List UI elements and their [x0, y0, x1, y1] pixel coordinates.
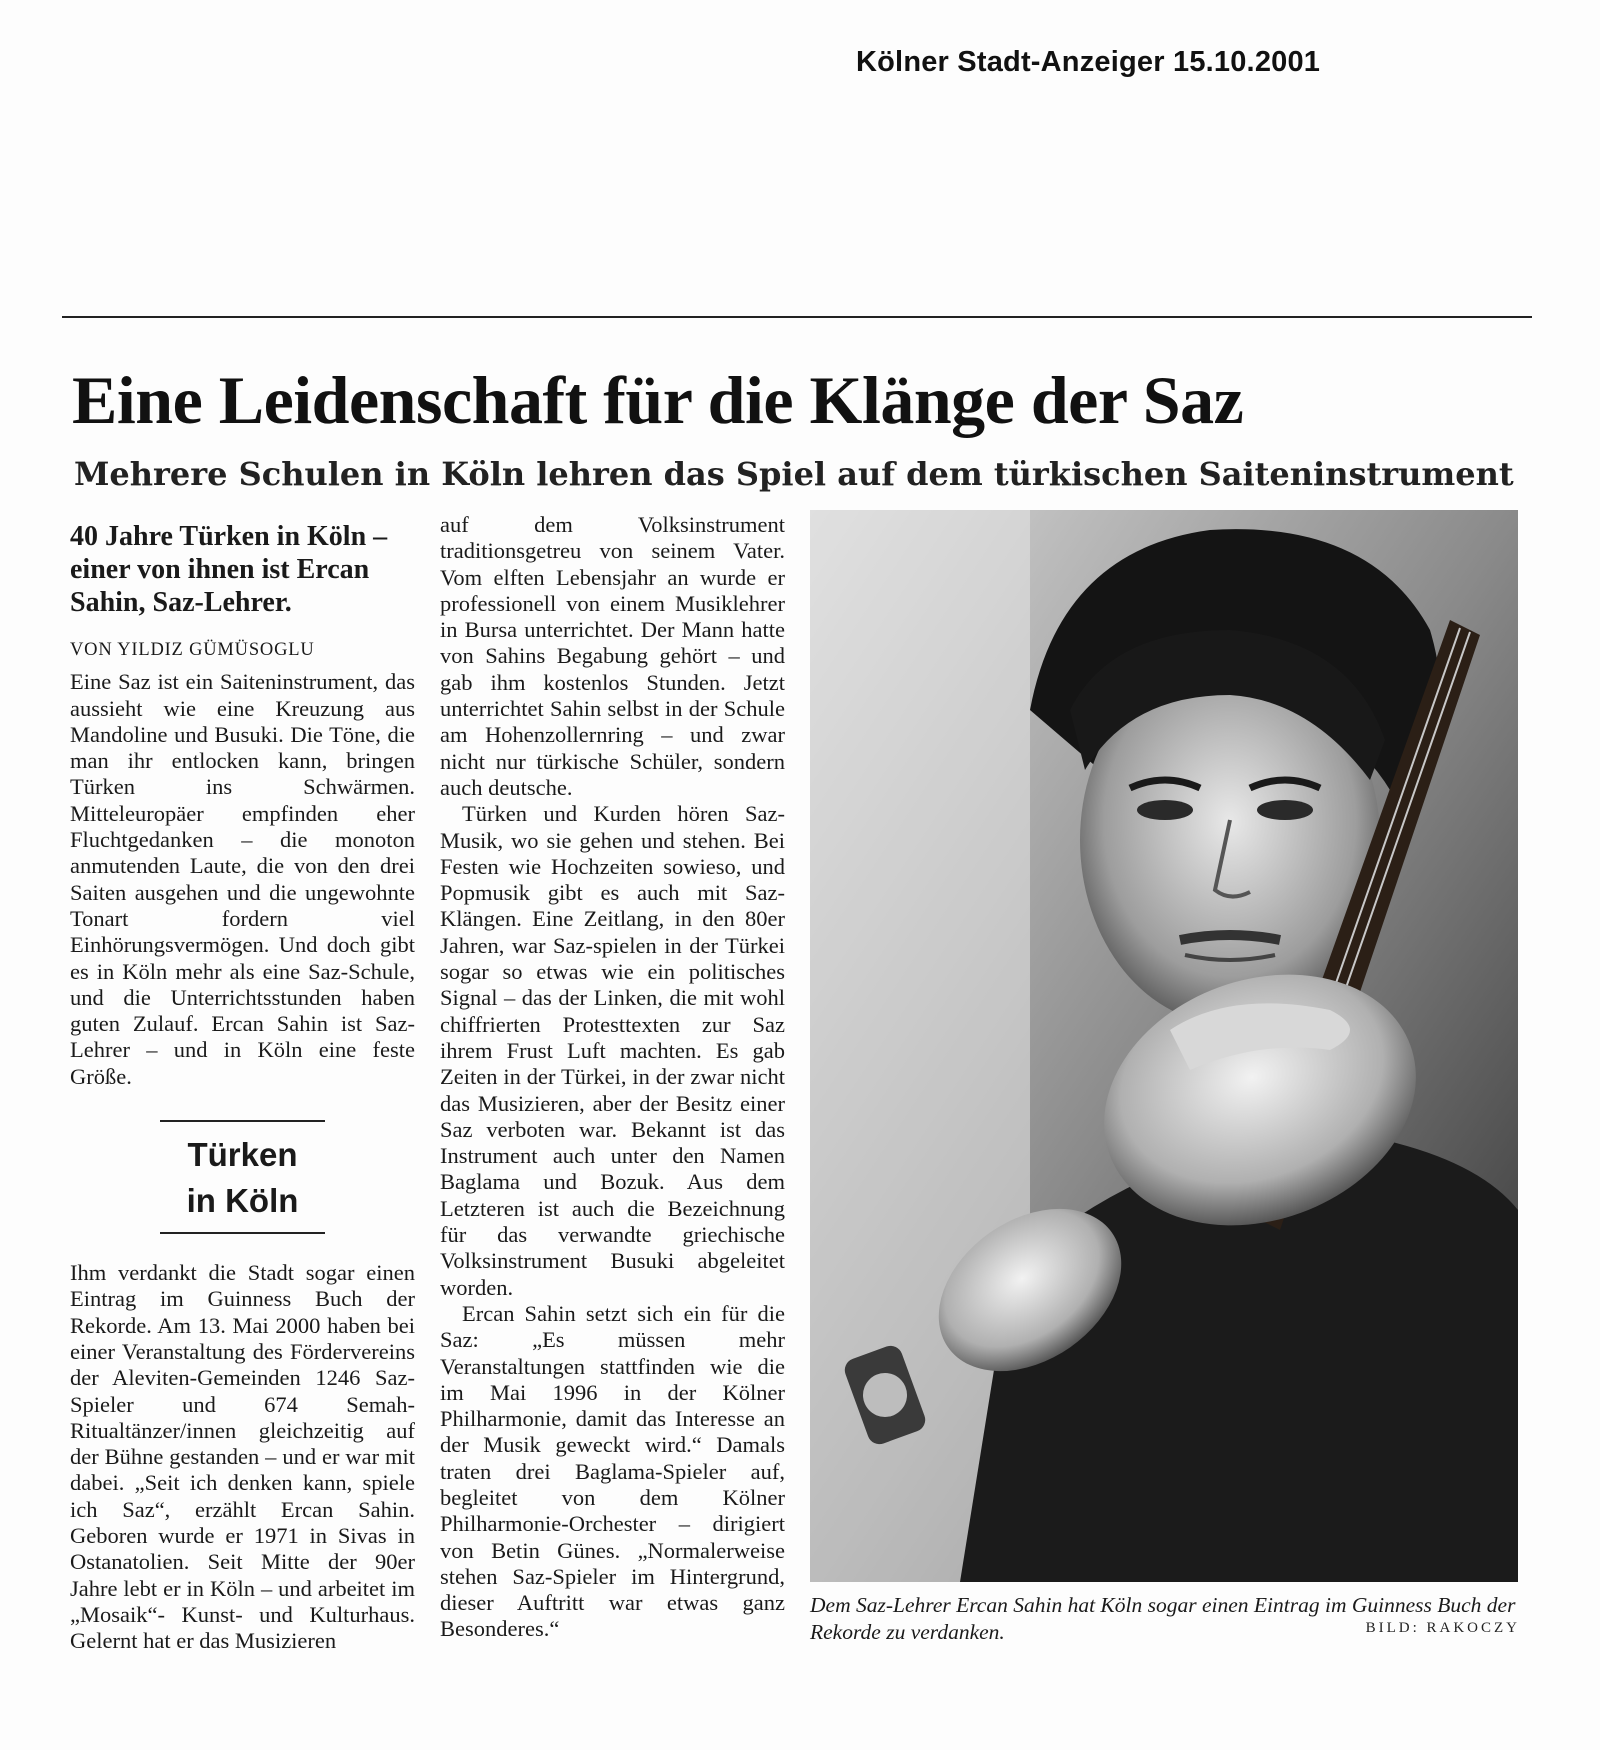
paragraph-1: Eine Saz ist ein Saiteninstrument, das aussieht wie eine Kreuzung aus Mandoline und Busuki. Die Töne, die man ihr entlocken kann, bringen Türken ins Schwärmen. Mitteleuropäer empfinden eher Fluchtgedanken – die monoton anmutenden Laute, die von den drei Saiten ausgehen und die ungewohnte Tonart fordern viel Einhörungsvermögen. Und doch gibt es in Köln mehr als eine Saz-Schule, und die Unterrichtsstunden haben guten Zulauf. Ercan Sahin ist Saz-Lehrer – und in Köln eine feste Größe. [70, 669, 415, 1089]
author-byline: VON YILDIZ GÜMÜSOGLU [70, 640, 315, 660]
paragraph-4: Türken und Kurden hören Saz-Musik, wo sie gehen und stehen. Bei Festen wie Hochzeiten sowieso, und Popmusik gibt es auch mit Saz-Klängen. Eine Zeitlang, in den 80er Jahren, war Saz-spielen in der Türkei sogar so etwas wie ein politisches Signal – das der Linken, die mit wohl chiffrierten Protesttexten zur Saz ihrem Frust Luft machten. Es gab Zeiten in der Türkei, in der zwar nicht das Musizieren, aber der Besitz einer Saz verboten war. Bekannt ist das Instrument auch unter den Namen Baglama und Bozuk. Aus dem Letzteren ist auch die Bezeichnung für das verwandte griechische Volksinstrument Busuki abgeleitet worden. [440, 801, 785, 1300]
photo-credit: BILD: RAKOCZY [1365, 1620, 1520, 1636]
article-column-1 [70, 512, 415, 1655]
box-rule-bottom [160, 1232, 325, 1234]
lead-text: 40 Jahre Türken in Köln – einer von ihnen ist Ercan Sahin, Saz-Lehrer. [70, 521, 388, 618]
top-rule [62, 316, 1532, 318]
paragraph-2: Ihm verdankt die Stadt sogar einen Eintrag im Guinness Buch der Rekorde. Am 13. Mai 2000 haben bei einer Veranstaltung des Fördervereins der Aleviten-Gemeinden 1246 Saz-Spieler und 674 Semah-Ritualtänzer/innen gleichzeitig auf der Bühne gestanden – und er war mit dabei. „Seit ich denken kann, spiele ich Saz“, erzählt Ercan Sahin. Geboren wurde er 1971 in Sivas in Ostanatolien. Seit Mitte der 90er Jahre lebt er in Köln – und arbeitet im „Mosaik“- Kunst- und Kulturhaus. Gelernt hat er das Musizieren [70, 1260, 415, 1654]
masthead: Kölner Stadt-Anzeiger 15.10.2001 [856, 46, 1321, 78]
subheadline: Mehrere Schulen in Köln lehren das Spiel auf dem türkischen Saiteninstrument [74, 455, 1514, 493]
section-box [70, 1120, 415, 1234]
article-photo [810, 510, 1518, 1582]
paragraph-5: Ercan Sahin setzt sich ein für die Saz: „Es müssen mehr Veranstaltungen stattfinden wie die im Mai 1996 in der Kölner Philharmonie, damit das Interesse an der Musik geweckt wird.“ Damals traten drei Baglama-Spieler auf, begleitet von dem Kölner Philharmonie-Orchester – dirigiert von Betin Günes. „Normalerweise stehen Saz-Spieler im Hintergrund, dieser Auftritt war etwas ganz Besonderes.“ [440, 1300, 785, 1642]
article-column-2 [440, 512, 785, 1643]
photo-caption: Dem Saz-Lehrer Ercan Sahin hat Köln sogar einen Eintrag im Guinness Buch der Rekorde zu verdanken. [810, 1593, 1516, 1644]
headline: Eine Leidenschaft für die Klänge der Saz [72, 362, 1244, 438]
box-title: Türken in Köln [186, 1136, 299, 1220]
paragraph-3: auf dem Volksinstrument traditionsgetreu von seinem Vater. Vom elften Lebensjahr an wurde er professionell von einem Musiklehrer in Bursa unterrichtet. Der Mann hatte von Sahins Begabung gehört – und gab ihm kostenlos Stunden. Jetzt unterrichtet Sahin selbst in der Schule am Hohenzollernring – und zwar nicht nur türkische Schüler, sondern auch deutsche. [440, 512, 785, 800]
photo-illustration [810, 510, 1518, 1582]
